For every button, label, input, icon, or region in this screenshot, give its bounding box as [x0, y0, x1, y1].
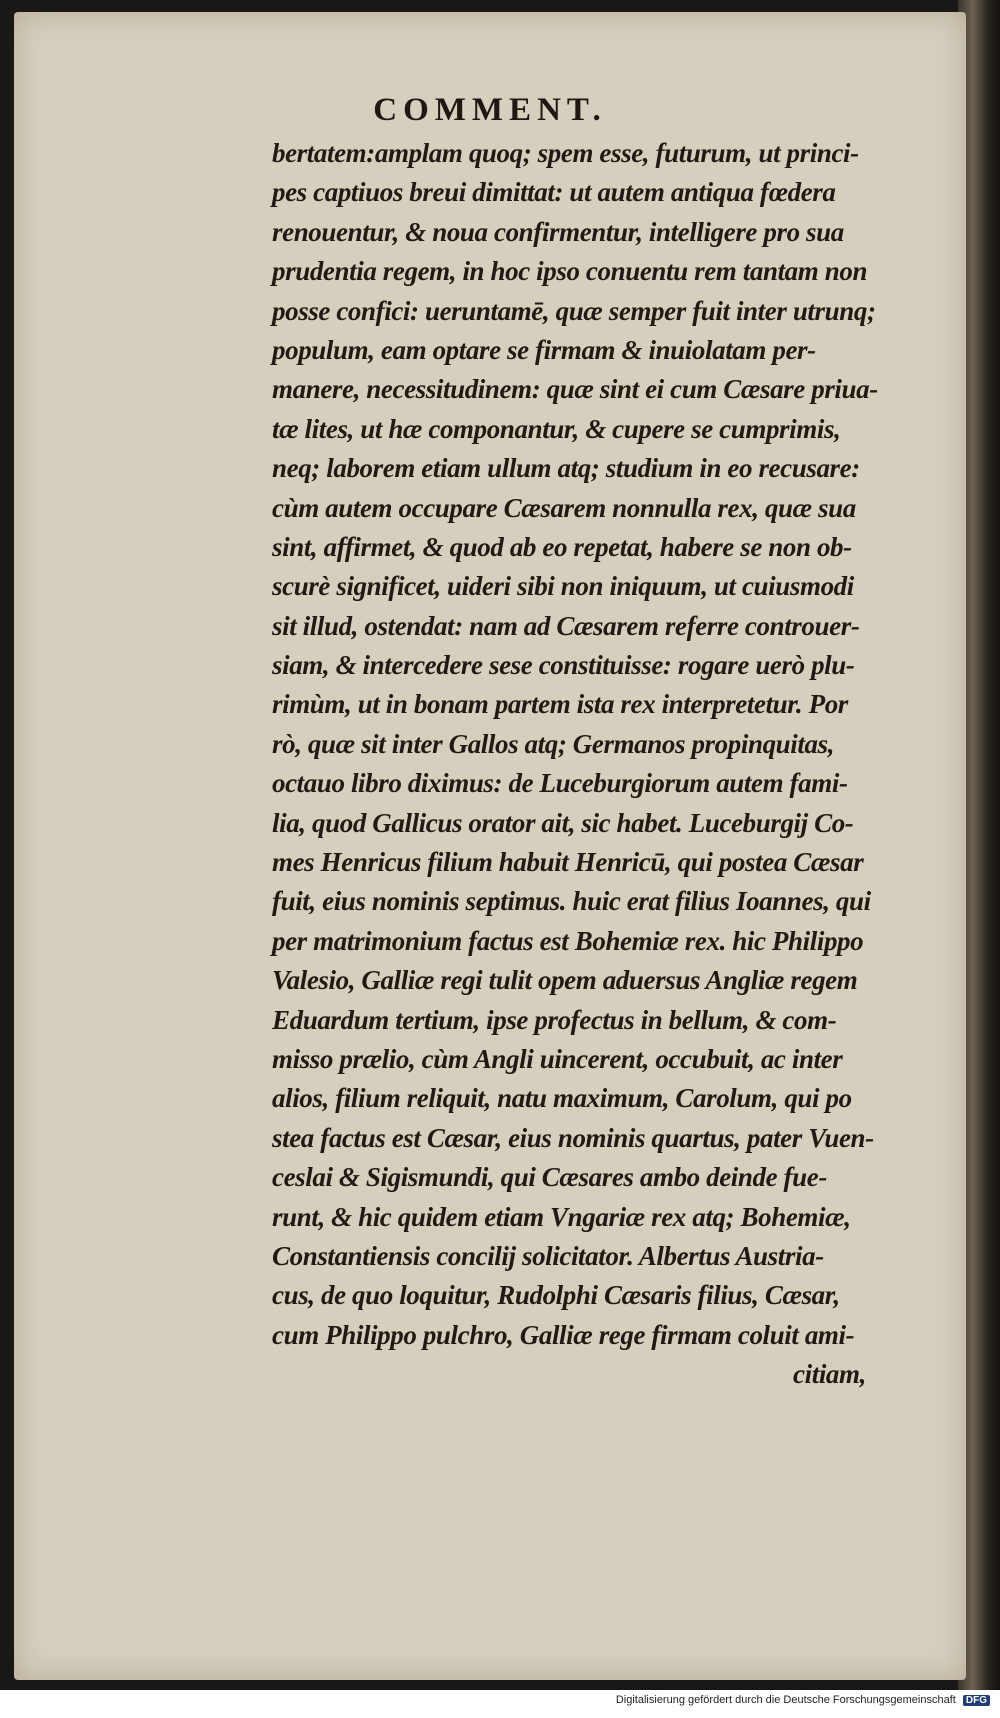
text-line: sint, affirmet, & quod ab eo repetat, habere se non ob-: [272, 531, 852, 562]
text-line: bertatem:amplam quoq; spem esse, futurum, ut princi-: [272, 138, 859, 168]
text-line: tæ lites, ut hæ componantur, & cupere se cumprimis,: [272, 413, 841, 444]
text-line: mes Henricus filium habuit Henricū, qui postea Cæsar: [272, 847, 864, 878]
text-line: Valesio, Galliæ regi tulit opem aduersus Angliæ regem: [272, 965, 858, 996]
digitization-credit: [0, 1694, 1000, 1718]
text-line: fuit, eius nominis septimus. huic erat filius Ioannes, qui: [272, 886, 871, 917]
text-line: scurè significet, uideri sibi non iniquum, ut cuiusmodi: [272, 571, 854, 602]
text-line: alios, filium reliquit, natu maximum, Carolum, qui po: [272, 1083, 852, 1114]
text-line: neq; laborem etiam ullum atq; studium in eo recusare:: [272, 453, 860, 484]
dfg-logo: DFG: [963, 1695, 990, 1706]
book-page: [14, 12, 966, 1680]
text-line: stea factus est Cæsar, eius nominis quartus, pater Vuen-: [272, 1122, 874, 1153]
text-line: sit illud, ostendat: nam ad Cæsarem referre controuer-: [272, 610, 860, 641]
text-line: manere, necessitudinem: quæ sint ei cum Cæsare priua-: [272, 374, 878, 405]
text-line: pes captiuos breui dimittat: ut autem antiqua fœdera: [272, 177, 836, 208]
catchword: citiam,: [793, 1359, 866, 1390]
text-line: cus, de quo loquitur, Rudolphi Cæsaris filius, Cæsar,: [272, 1280, 840, 1311]
text-line: per matrimonium factus est Bohemiæ rex. hic Philippo: [272, 925, 864, 956]
text-line: posse confici: ueruntamē, quæ semper fuit inter utrunq;: [272, 295, 876, 326]
text-line: rimùm, ut in bonam partem ista rex interpretetur. Por: [272, 689, 848, 720]
text-line: prudentia regem, in hoc ipso conuentu rem tantam non: [272, 256, 868, 287]
text-line: ceslai & Sigismundi, qui Cæsares ambo deinde fue-: [272, 1162, 827, 1193]
text-line: siam, & intercedere sese constituisse: rogare uerò plu-: [272, 650, 855, 681]
text-line: octauo libro diximus: de Luceburgiorum autem fami-: [272, 768, 848, 799]
text-line: cum Philippo pulchro, Galliæ rege firmam coluit ami-: [272, 1319, 855, 1350]
text-line: Eduardum tertium, ipse profectus in bellum, & com-: [272, 1004, 837, 1035]
text-line: Constantiensis concilij solicitator. Albertus Austria-: [272, 1240, 824, 1271]
running-header: COMMENT.: [373, 92, 607, 128]
text-line: cùm autem occupare Cæsarem nonnulla rex, quæ sua: [272, 492, 856, 523]
text-line: populum, eam optare se firmam & inuiolatam per-: [272, 334, 816, 365]
credit-text: Digitalisierung gefördert durch die Deutsche Forschungsgemeinschaft: [615, 1694, 956, 1706]
text-line: misso prælio, cùm Angli uincerent, occubuit, ac inter: [272, 1043, 843, 1074]
text-line: lia, quod Gallicus orator ait, sic habet. Luceburgij Co-: [272, 807, 854, 838]
text-line: runt, & hic quidem etiam Vngariæ rex atq; Bohemiæ,: [272, 1201, 851, 1232]
text-line: rò, quæ sit inter Gallos atq; Germanos propinquitas,: [272, 728, 835, 759]
text-line: renouentur, & noua confirmentur, intelligere pro sua: [272, 216, 844, 247]
body-text: [272, 134, 962, 1395]
